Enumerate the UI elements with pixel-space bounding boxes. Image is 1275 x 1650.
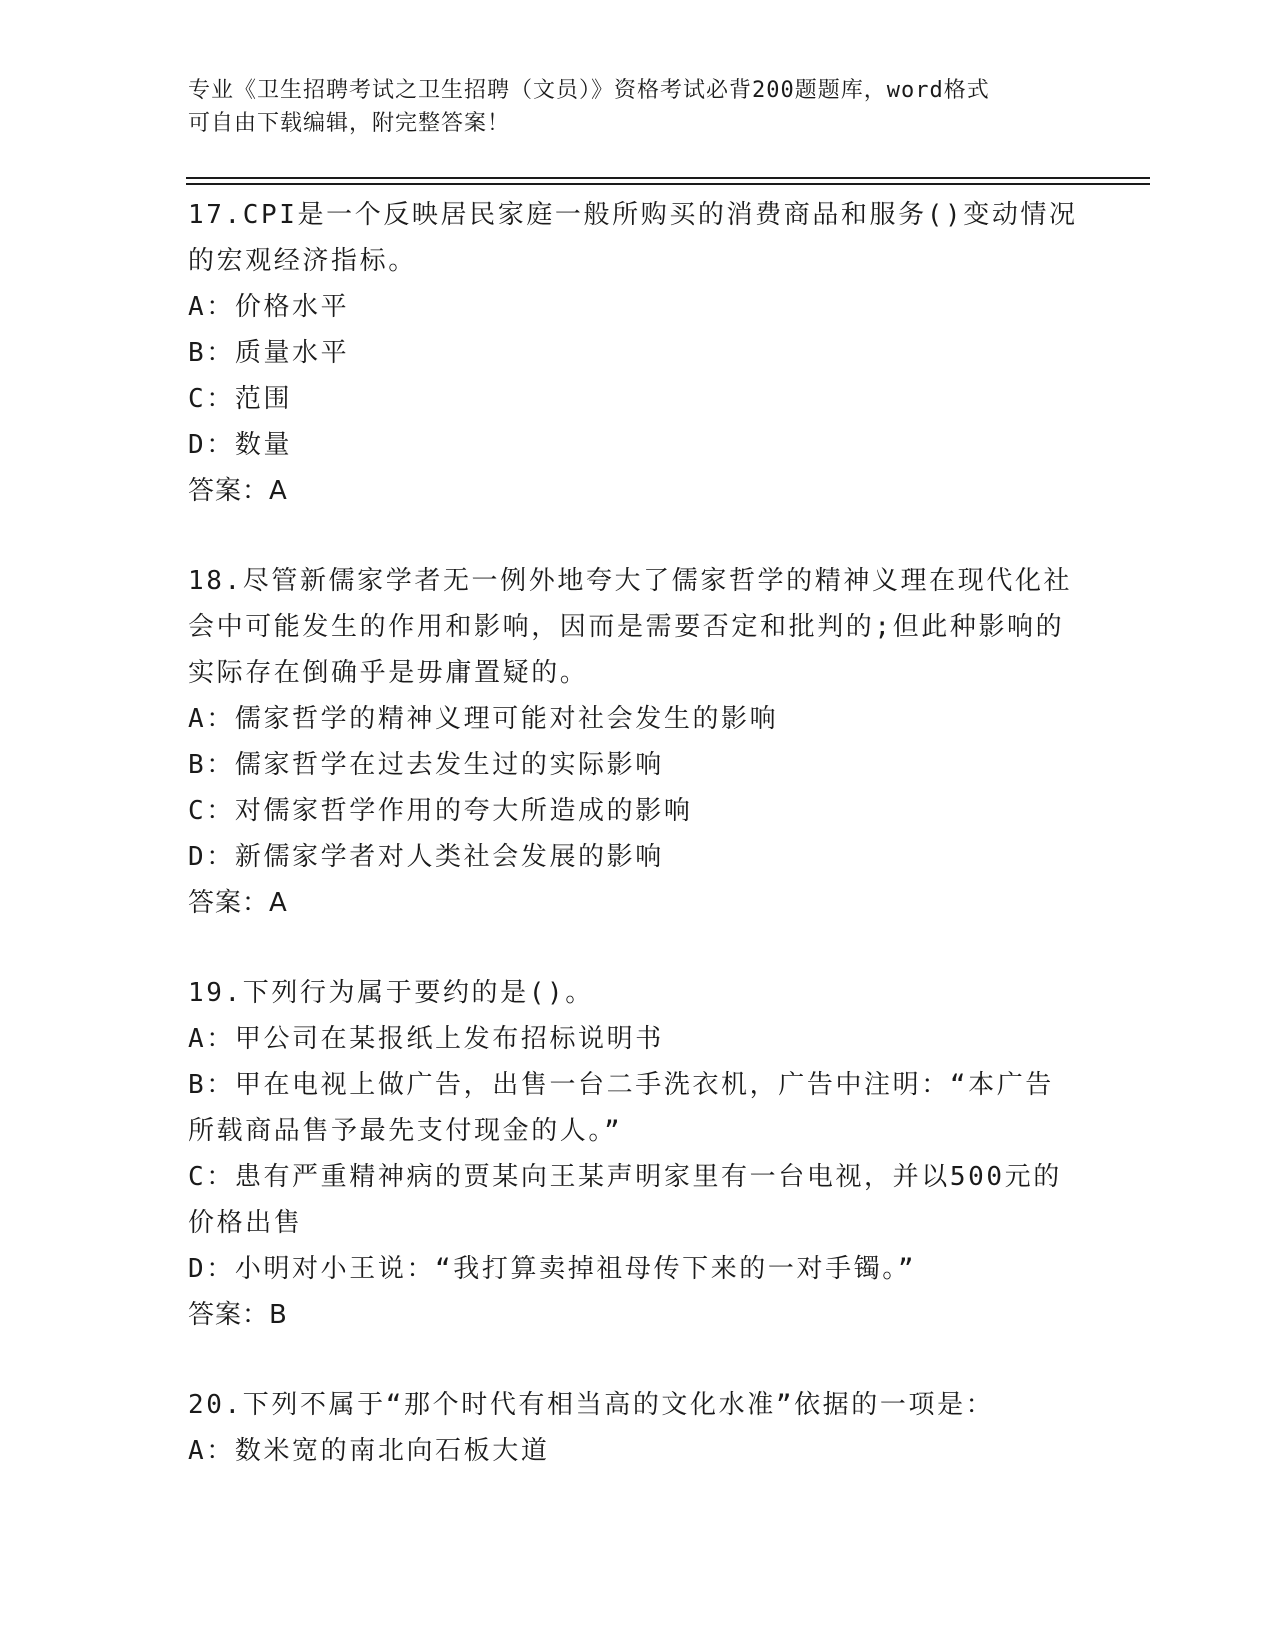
question-18 [188, 558, 1088, 926]
header-rule [186, 177, 1150, 179]
option-b: B：儒家哲学在过去发生过的实际影响 [188, 750, 664, 780]
option-d: D：新儒家学者对人类社会发展的影响 [188, 842, 664, 872]
question-20 [188, 1382, 1088, 1474]
option-d: D：小明对小王说：“我打算卖掉祖母传下来的一对手镯。” [188, 1254, 917, 1284]
question-text: 17.CPI是一个反映居民家庭一般所购买的消费商品和服务()变动情况 [188, 200, 1078, 230]
question-list [188, 192, 1088, 1518]
question-text: 的宏观经济指标。 [188, 246, 417, 276]
option-a: A：甲公司在某报纸上发布招标说明书 [188, 1024, 664, 1054]
question-text: 会中可能发生的作用和影响，因而是需要否定和批判的;但此种影响的 [188, 612, 1065, 642]
question-17 [188, 192, 1088, 514]
option-c: C：范围 [188, 384, 293, 414]
answer: 答案：A [188, 476, 288, 506]
option-c: C：对儒家哲学作用的夸大所造成的影响 [188, 796, 693, 826]
answer: 答案：A [188, 888, 288, 918]
option-b: B：甲在电视上做广告，出售一台二手洗衣机，广告中注明：“本广告 [188, 1070, 1054, 1100]
question-text: 实际存在倒确乎是毋庸置疑的。 [188, 658, 589, 688]
question-text: 18.尽管新儒家学者无一例外地夸大了儒家哲学的精神义理在现代化社 [188, 566, 1073, 596]
header-rule [186, 183, 1150, 185]
question-text: 20.下列不属于“那个时代有相当高的文化水准”依据的一项是： [188, 1390, 995, 1420]
option-b-continued: 所载商品售予最先支付现金的人。” [188, 1116, 623, 1146]
option-c-continued: 价格出售 [188, 1208, 303, 1238]
option-a: A：儒家哲学的精神义理可能对社会发生的影响 [188, 704, 779, 734]
answer: 答案：B [188, 1300, 288, 1330]
option-a: A：价格水平 [188, 292, 350, 322]
option-d: D：数量 [188, 430, 293, 460]
option-a: A：数米宽的南北向石板大道 [188, 1436, 550, 1466]
header-line: 可自由下载编辑，附完整答案！ [188, 111, 511, 136]
page-header [188, 74, 1068, 140]
header-line: 专业《卫生招聘考试之卫生招聘（文员）》资格考试必背200题题库，word格式 [188, 78, 990, 103]
question-19 [188, 970, 1088, 1338]
option-c: C：患有严重精神病的贾某向王某声明家里有一台电视，并以500元的 [188, 1162, 1062, 1192]
option-b: B：质量水平 [188, 338, 350, 368]
question-text: 19.下列行为属于要约的是()。 [188, 978, 594, 1008]
